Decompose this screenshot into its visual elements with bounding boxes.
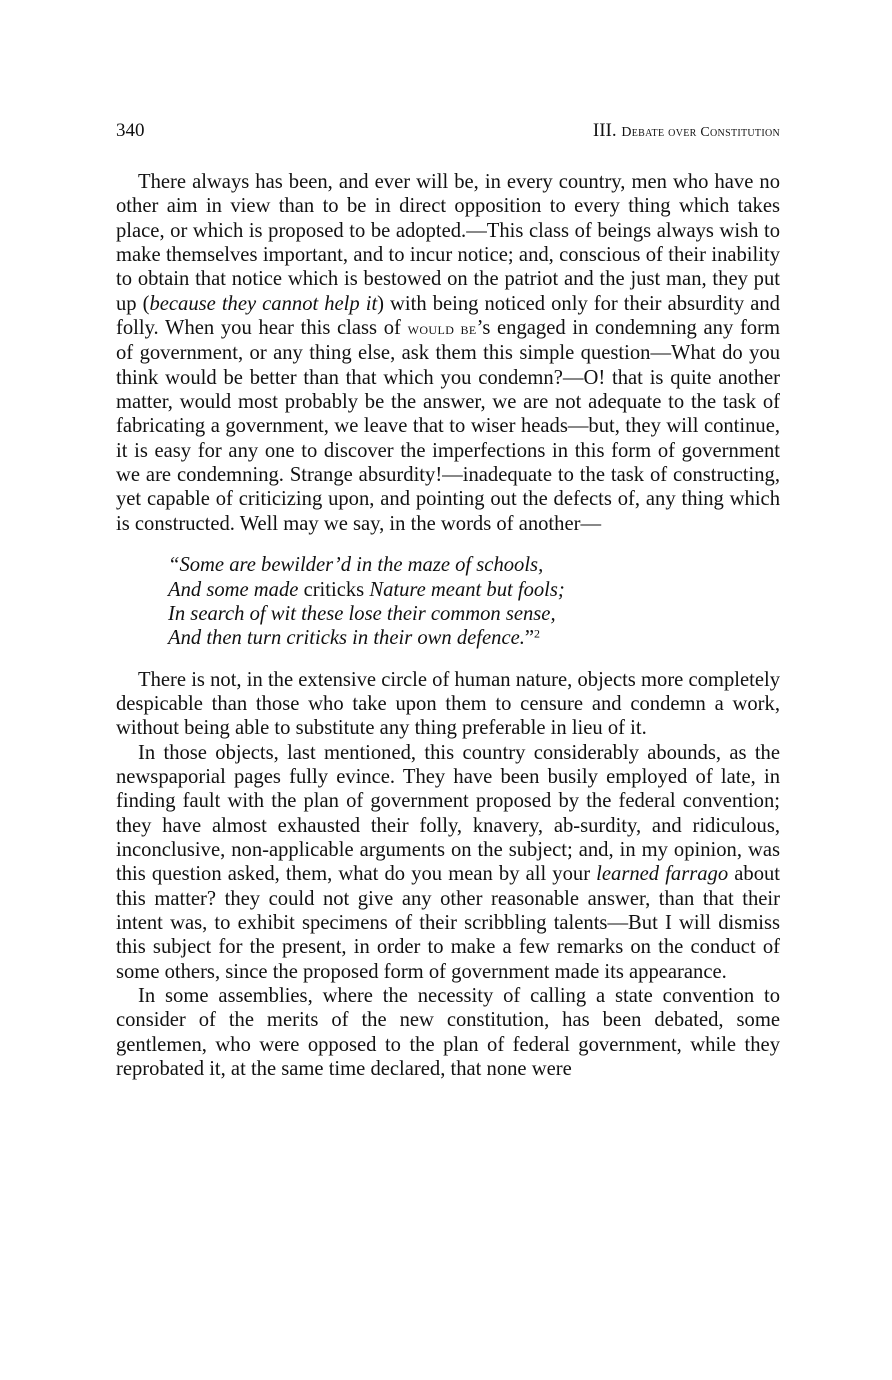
- paragraph-3-text-b: about this matter? they could not give any other reasonable answer, than that their intent was, to exhibit specimens of their scribbling talents—But I will dismiss this subject for the present, in order to make a few remarks on the conduct of some others, since the proposed form of government made its appearance.: [116, 863, 781, 983]
- verse-line-1: [168, 553, 780, 577]
- paragraph-3-text-a: In those objects, last mentioned, this country considerably abounds, as the newspaporial pages fully evince. They have been busily employed of late, in finding fault with the plan of government proposed by the federal convention; they have almost exhausted their folly, knavery, ab-surdity, and ridiculous, inconclusive, non-applicable arguments on the subject; and, in my opinion, was this question asked, them, what do you mean by all your: [116, 741, 780, 886]
- running-head-title: [593, 118, 780, 146]
- verse-line-1-text: “Some are bewilder’d in the maze of schools,: [168, 554, 544, 577]
- paragraph-1-text-b: ) with being noticed only for their absurdity and folly. When you hear this class of: [116, 292, 780, 340]
- paragraph-1-italic: because they cannot help it: [149, 292, 378, 315]
- verse-line-2-text-b: Nature meant but fools;: [364, 578, 565, 601]
- verse-line-2-text-a: And some made: [168, 578, 304, 601]
- verse-line-3-text: In search of wit these lose their common sense,: [168, 602, 556, 625]
- running-header: [116, 118, 780, 144]
- paragraph-2: There is not, in the extensive circle of human nature, objects more completely despicable than those who take upon them to censure and condemn a work, without being able to substitute any thing preferable in lieu of it.: [116, 668, 780, 740]
- paragraph-1-text-a: There always has been, and ever will be, in every country, men who have no other aim in view than to be in direct opposition to every thing which takes place, or which is proposed to be adopted.—This class of beings always wish to make themselves important, and to incur notice; and, conscious of their inability to obtain that notice which is bestowed on the patriot and the just man, they put up (: [116, 171, 780, 315]
- verse-quotation: [168, 553, 780, 650]
- verse-closing-quote: ”: [524, 627, 535, 650]
- verse-line-2-roman: criticks: [303, 578, 365, 601]
- verse-line-4-text: And then turn criticks in their own defence.: [168, 627, 525, 650]
- paragraph-3-italic: learned farrago: [596, 863, 729, 886]
- paragraph-1-smallcaps: would be: [407, 319, 477, 339]
- body-text: [116, 170, 780, 1081]
- verse-line-2: [168, 578, 780, 602]
- footnote-marker: 2: [534, 626, 541, 641]
- verse-line-4: [168, 626, 780, 650]
- paragraph-1-text-c: ’s engaged in condemning any form of government, or any thing else, ask them this simple question—What do you think would be better than that which you condemn?—O! that is quite another matter, would most probably be the answer, we are not adequate to the task of fabricating a government, we leave that to wiser heads—but, they will continue, it is easy for any one to discover the imperfections in this form of government we are condemning. Strange absurdity!—inadequate to the task of constructing, yet capable of criticizing upon, and pointing out the defects of, any thing which is constructed. Well may we say, in the words of another—: [116, 317, 780, 535]
- page-number: 340: [116, 120, 145, 141]
- section-title: Debate over Constitution: [621, 125, 780, 140]
- paragraph-3: [116, 741, 780, 984]
- paragraph-1: [116, 170, 780, 536]
- section-numeral: III.: [592, 120, 617, 141]
- verse-line-3: [168, 602, 780, 626]
- paragraph-4: In some assemblies, where the necessity of calling a state convention to consider of the merits of the new constitution, has been debated, some gentlemen, who were opposed to the plan of federal government, while they reprobated it, at the same time declared, that none were: [116, 985, 780, 1081]
